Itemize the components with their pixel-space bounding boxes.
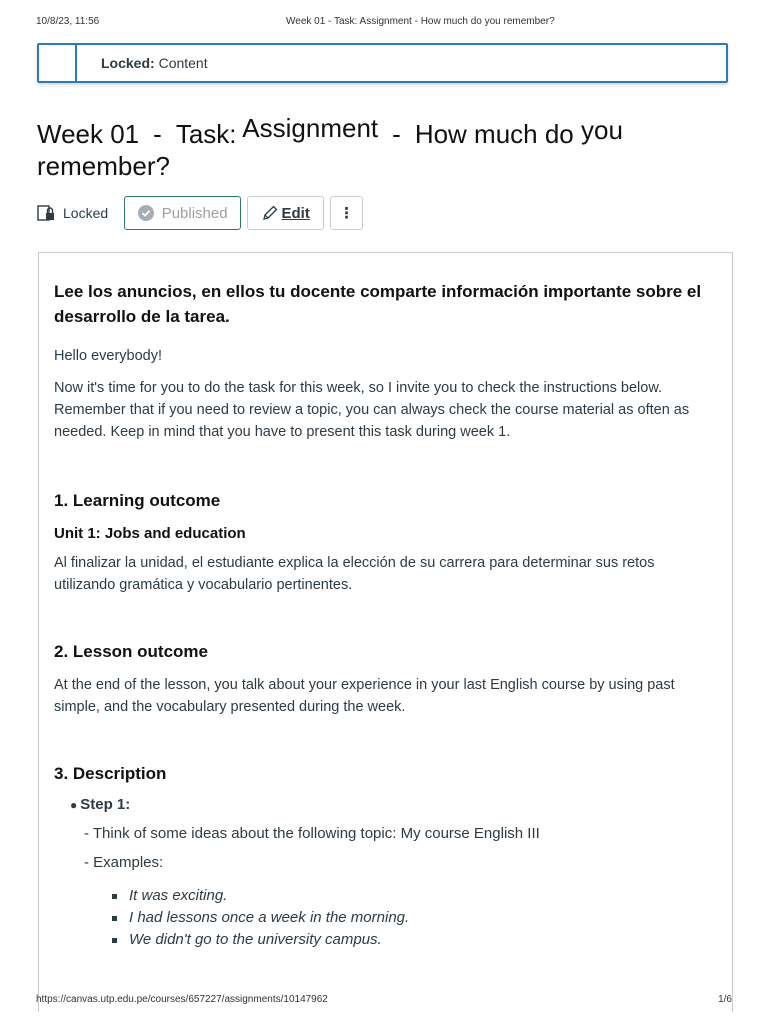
square-bullet-icon xyxy=(112,916,117,921)
banner-accent-bar xyxy=(39,45,77,81)
title-separator: - xyxy=(153,119,162,149)
print-doc-title: Week 01 - Task: Assignment - How much do you remember? xyxy=(286,16,555,27)
print-page-number: 1/6 xyxy=(718,994,732,1005)
assignment-toolbar xyxy=(37,196,728,230)
banner-label: Locked: xyxy=(101,55,155,71)
edit-label: Edit xyxy=(281,204,310,222)
example-text: It was exciting. xyxy=(129,887,228,904)
examples-line: - Examples: xyxy=(84,854,164,871)
title-task: Task: xyxy=(175,119,237,149)
locked-label: Locked xyxy=(63,205,109,221)
banner-value: Content xyxy=(158,55,208,71)
title-assignment: Assignment xyxy=(242,113,379,143)
square-bullet-icon xyxy=(112,938,117,943)
lesson-outcome-heading: 2. Lesson outcome xyxy=(54,642,208,661)
step-1 xyxy=(70,796,717,813)
intro-heading: Lee los anuncios, en ellos tu docente comparte información importante sobre el desarrollo de la tarea. xyxy=(54,282,702,326)
print-header xyxy=(36,16,732,27)
title-week: Week 01 xyxy=(37,119,140,149)
locked-status xyxy=(37,203,108,223)
square-bullet-icon xyxy=(112,894,117,899)
step-1-label: Step 1: xyxy=(80,796,131,813)
bullet-dot-icon: ● xyxy=(70,798,78,812)
edit-button[interactable] xyxy=(247,196,324,230)
more-options-button[interactable] xyxy=(330,196,363,230)
print-footer xyxy=(36,994,732,1005)
list-item xyxy=(112,929,717,951)
example-text: I had lessons once a week in the morning. xyxy=(129,909,410,926)
title-you: you xyxy=(581,115,623,145)
pencil-icon xyxy=(261,204,279,222)
example-text: We didn't go to the university campus. xyxy=(129,931,382,948)
list-item xyxy=(112,885,717,907)
think-line: - Think of some ideas about the following topic: My course English III xyxy=(84,825,540,842)
learning-outcome-heading: 1. Learning outcome xyxy=(54,491,221,510)
greeting-text: Hello everybody! xyxy=(54,348,162,364)
unit-title: Unit 1: Jobs and education xyxy=(54,525,246,542)
lock-icon xyxy=(37,203,57,223)
banner-text xyxy=(101,55,208,71)
title-separator: - xyxy=(392,119,401,149)
lesson-outcome-paragraph: At the end of the lesson, you talk about your experience in your last English course by using past simple, and the vocabulary presented during the week. xyxy=(54,677,675,715)
description-heading: 3. Description xyxy=(54,764,167,783)
check-circle-icon xyxy=(138,205,154,221)
intro-paragraph: Now it's time for you to do the task for this week, so I invite you to check the instructions below. Remember that if you need to review a topic, you can always check the course material as often as needed. Keep in mind that you have to present this task during week 1. xyxy=(54,380,690,440)
published-button[interactable] xyxy=(124,196,241,230)
print-url: https://canvas.utp.edu.pe/courses/657227/assignments/10147962 xyxy=(36,994,328,1005)
learning-outcome-paragraph: Al finalizar la unidad, el estudiante explica la elección de su carrera para determinar sus retos utilizando gramática y vocabulario pertinentes. xyxy=(54,555,655,593)
published-label: Published xyxy=(161,204,228,222)
assignment-content xyxy=(38,252,733,1012)
examples-list xyxy=(112,885,717,951)
title-how-much: How much do xyxy=(414,119,574,149)
print-date: 10/8/23, 11:56 xyxy=(36,16,100,27)
list-item xyxy=(112,907,717,929)
locked-banner[interactable] xyxy=(37,43,728,83)
title-remember: remember? xyxy=(37,151,170,181)
page-title xyxy=(37,113,737,182)
more-options-icon: ⋮ xyxy=(339,205,355,222)
